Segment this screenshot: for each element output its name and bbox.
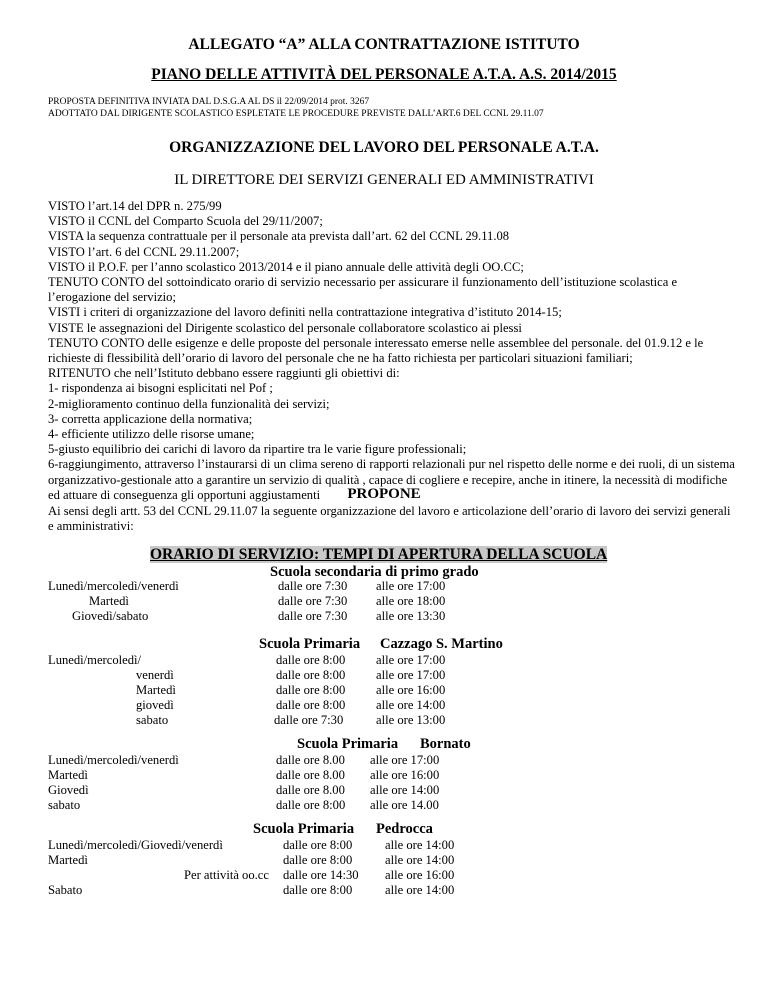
- organizzazione-title: ORGANIZZAZIONE DEL LAVORO DEL PERSONALE A.T.A.: [169, 139, 599, 156]
- preamble-line: VISTA la sequenza contrattuale per il personale ata prevista dall’art. 62 del CCNL 29.11.08: [48, 229, 510, 244]
- schedule-from: dalle ore 7:30: [278, 609, 348, 623]
- schedule-from: dalle ore 8:00: [283, 838, 353, 852]
- schedule-from: dalle ore 7:30: [274, 713, 344, 727]
- schedule-from: dalle ore 8:00: [283, 853, 353, 867]
- secondaria-title: Scuola secondaria di primo grado: [270, 564, 479, 580]
- schedule-day: Martedì: [48, 853, 88, 867]
- propone-text: Ai sensi degli artt. 53 del CCNL 29.11.07 la seguente organizzazione del lavoro e articolazione dell’orario di lavoro dei servizi generali e amministrativi:: [48, 504, 731, 534]
- preamble: [48, 199, 738, 503]
- schedule-day: Lunedì/mercoledì/venerdì: [48, 753, 179, 767]
- bornato-title-1: Scuola Primaria: [297, 736, 399, 752]
- schedule-to: alle ore 14:00: [385, 853, 455, 867]
- schedule-from: dalle ore 8.00: [276, 783, 345, 797]
- preamble-line: VISTO l’art.14 del DPR n. 275/99: [48, 199, 222, 213]
- schedule-from: dalle ore 8:00: [276, 653, 346, 667]
- schedule-day: venerdì: [136, 668, 174, 682]
- schedule-to: alle ore 14:00: [376, 698, 446, 712]
- preamble-line: VISTI i criteri di organizzazione del lavoro definiti nella contrattazione integrativa d’istituto 2014-15;: [48, 305, 562, 320]
- schedule-to: alle ore 17:00: [376, 579, 446, 593]
- preamble-line: 3- corretta applicazione della normativa;: [48, 411, 253, 426]
- preamble-line: 6-raggiungimento, attraverso l’instaurarsi di un clima sereno di rapporti relazionali pur nel rispetto delle norme e dei ruoli, di un sistema organizzativo-gestionale atto a garantire un servizio di qualità , capace di cogliere e recepire, anche in itinere, la necessità di modifiche ed attuare di conseguenza gli opportuni aggiustamenti: [48, 457, 735, 502]
- piano-title: PIANO DELLE ATTIVITÀ DEL PERSONALE A.T.A. A.S. 2014/2015: [151, 66, 617, 83]
- schedule-from: dalle ore 8:00: [276, 683, 346, 697]
- schedule-to: alle ore 17:00: [376, 668, 446, 682]
- schedule-from: dalle ore 8.00: [276, 768, 345, 782]
- pedrocca-title-2: Pedrocca: [376, 821, 433, 837]
- preamble-line: VISTO l’art. 6 del CCNL 29.11.2007;: [48, 244, 240, 259]
- schedule-to: alle ore 14:00: [385, 838, 455, 852]
- preamble-line: TENUTO CONTO delle esigenze e delle proposte del personale interessato emerse nelle assemblee del personale. del 01.9.12 e le richieste di flessibilità dell’orario di lavoro del personale che ne ha fatto richiesta per particolari situazioni familiari;: [48, 335, 704, 366]
- schedule-from: dalle ore 8:00: [276, 668, 346, 682]
- schedule-from: dalle ore 7:30: [278, 594, 348, 608]
- schedule-to: alle ore 17:00: [370, 753, 440, 767]
- schedule-day: Martedì: [89, 594, 129, 608]
- preamble-line: RITENUTO che nell’Istituto debbano essere raggiunti gli obiettivi di:: [48, 366, 400, 381]
- schedule-extra: Per attività oo.cc: [184, 868, 269, 882]
- schedule-to: alle ore 14.00: [370, 798, 439, 812]
- schedule-to: alle ore 16:00: [385, 868, 455, 882]
- schedule-day: Lunedì/mercoledì/Giovedì/venerdì: [48, 838, 223, 852]
- preamble-line: 1- rispondenza ai bisogni esplicitati nel Pof ;: [48, 381, 273, 396]
- orario-banner-text: ORARIO DI SERVIZIO: TEMPI DI APERTURA DELLA SCUOLA: [150, 546, 608, 563]
- schedule-from: dalle ore 14:30: [283, 868, 359, 882]
- schedule-day: Lunedì/mercoledì/: [48, 653, 142, 667]
- schedule-day: Giovedì/sabato: [72, 609, 149, 623]
- schedule-day: Martedì: [136, 683, 176, 697]
- adottato-note: ADOTTATO DAL DIRIGENTE SCOLASTICO ESPLETATE LE PROCEDURE PREVISTE DALL’ART.6 DEL CCNL 29.11.07: [48, 109, 544, 119]
- orario-banner: [150, 546, 614, 564]
- schedule-day: giovedì: [136, 698, 174, 712]
- schedule-day: Sabato: [48, 883, 83, 897]
- schedule-to: alle ore 13:30: [376, 609, 446, 623]
- preamble-line: VISTO il P.O.F. per l’anno scolastico 2013/2014 e il piano annuale delle attività degli OO.CC;: [48, 259, 524, 274]
- schedule-day: sabato: [136, 713, 169, 727]
- schedule-to: alle ore 14:00: [370, 783, 440, 797]
- schedule-from: dalle ore 8:00: [276, 698, 346, 712]
- preamble-line: 5-giusto equilibrio dei carichi di lavoro da ripartire tra le varie figure professionali;: [48, 442, 467, 457]
- preamble-line: TENUTO CONTO del sottoindicato orario di servizio necessario per assicurare il funzionamento dell’istituzione scolastica e l’erogazione del servizio;: [48, 275, 678, 305]
- preamble-line: 2-miglioramento continuo della funzionalità dei servizi;: [48, 396, 330, 411]
- proposta-note: PROPOSTA DEFINITIVA INVIATA DAL D.S.G.A AL DS il 22/09/2014 prot. 3267: [48, 97, 370, 107]
- preamble-line: VISTO il CCNL del Comparto Scuola del 29/11/2007;: [48, 214, 323, 229]
- schedule-from: dalle ore 8.00: [276, 753, 345, 767]
- schedule-day: Martedì: [48, 768, 88, 782]
- preamble-line: VISTE le assegnazioni del Dirigente scolastico del personale collaboratore scolastico ai plessi: [48, 320, 522, 335]
- schedule-day: Giovedì: [48, 783, 89, 797]
- schedule-to: alle ore 18:00: [376, 594, 446, 608]
- schedule-to: alle ore 17:00: [376, 653, 446, 667]
- schedule-from: dalle ore 7:30: [278, 579, 348, 593]
- bornato-title-2: Bornato: [420, 736, 471, 752]
- schedule-day: Lunedì/mercoledì/venerdì: [48, 579, 179, 593]
- schedule-to: alle ore 16:00: [370, 768, 440, 782]
- schedule-to: alle ore 13:00: [376, 713, 446, 727]
- cazzago-title-2: Cazzago S. Martino: [380, 636, 503, 652]
- schedule-from: dalle ore 8:00: [276, 798, 346, 812]
- propone-title: PROPONE: [347, 486, 421, 502]
- preamble-line: 4- efficiente utilizzo delle risorse umane;: [48, 427, 255, 442]
- pedrocca-title-1: Scuola Primaria: [253, 821, 355, 837]
- cazzago-title-1: Scuola Primaria: [259, 636, 361, 652]
- direttore-title: IL DIRETTORE DEI SERVIZI GENERALI ED AMMINISTRATIVI: [174, 172, 594, 188]
- allegato-title: ALLEGATO “A” ALLA CONTRATTAZIONE ISTITUTO: [188, 36, 580, 53]
- schedule-to: alle ore 14:00: [385, 883, 455, 897]
- schedule-from: dalle ore 8:00: [283, 883, 353, 897]
- schedule-to: alle ore 16:00: [376, 683, 446, 697]
- schedule-day: sabato: [48, 798, 81, 812]
